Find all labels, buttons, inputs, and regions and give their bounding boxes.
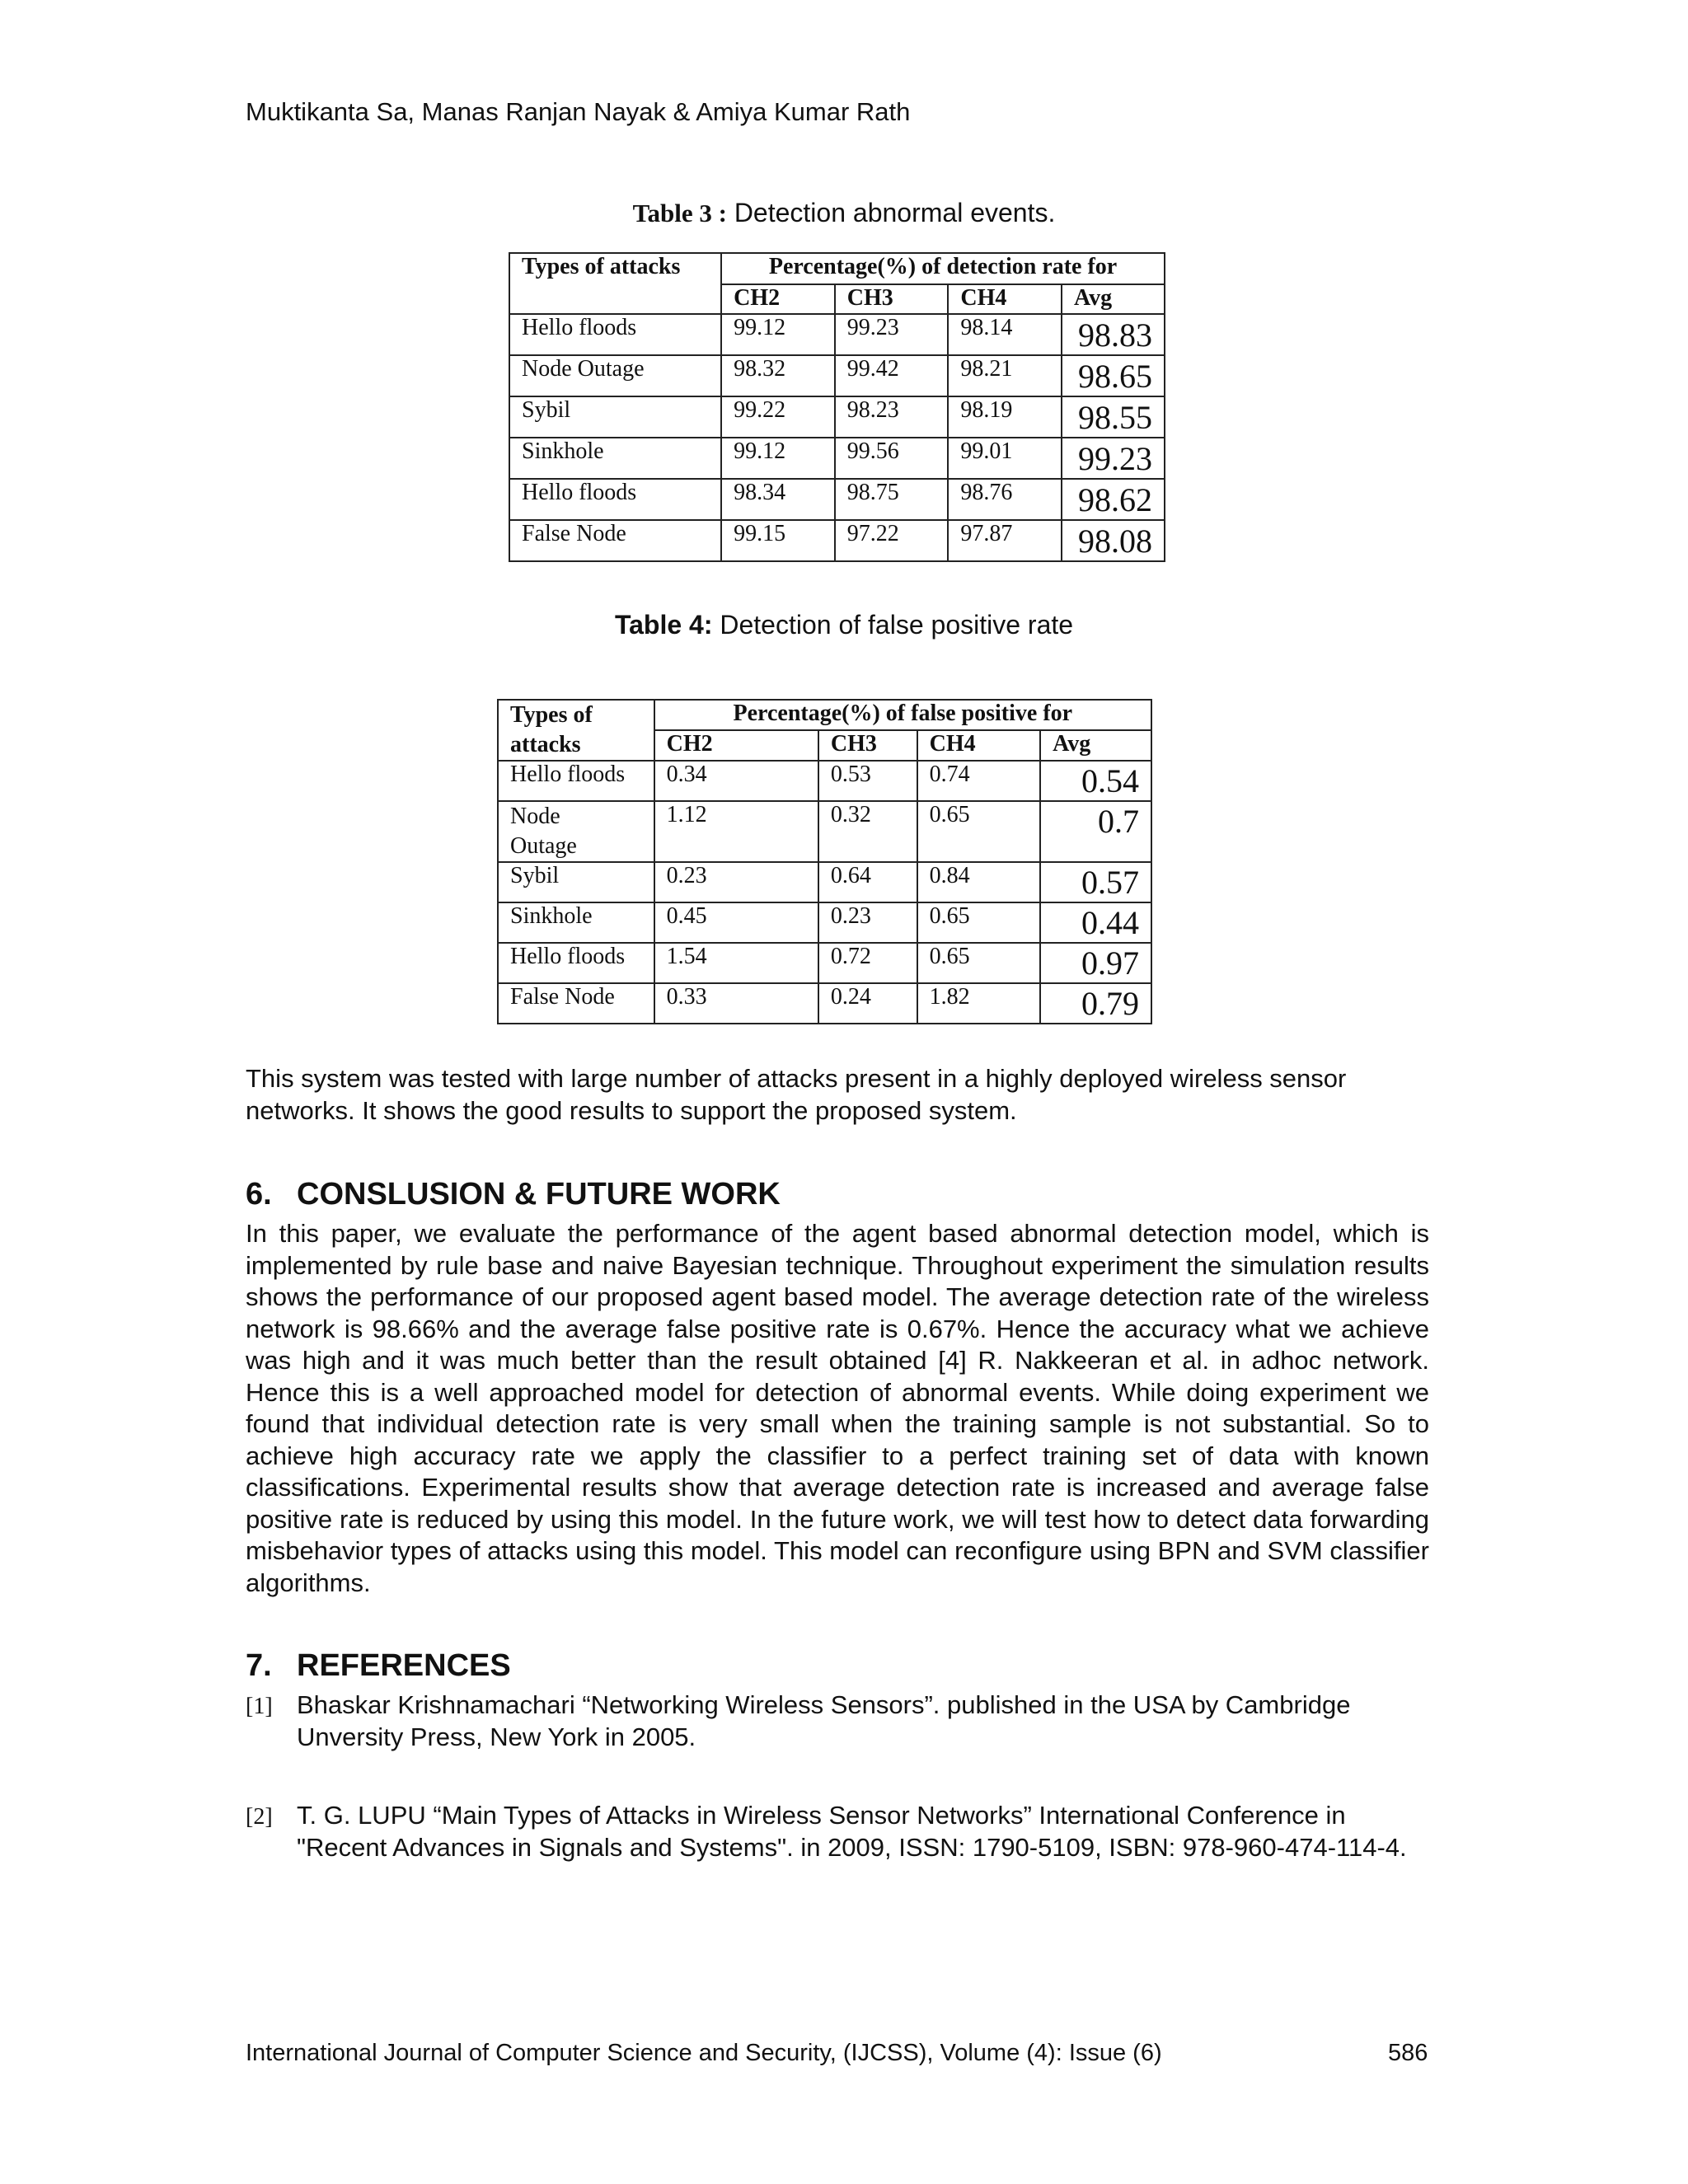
table3-cell-ch2: 99.22 [721, 396, 835, 438]
table4-cell-type: Sybil [498, 862, 654, 902]
table3-cell-ch3: 98.75 [835, 479, 949, 520]
table4-cell-type: Sinkhole [498, 902, 654, 943]
table3-cell-ch4: 98.76 [948, 479, 1062, 520]
table-row [509, 520, 1165, 561]
table-row [509, 438, 1165, 479]
section7-title: REFERENCES [297, 1648, 511, 1683]
table4-header-row [498, 700, 1151, 730]
table3-cell-avg: 98.62 [1062, 479, 1165, 520]
table4-cell-ch4: 0.65 [917, 902, 1041, 943]
table4-col-avg: Avg [1040, 730, 1151, 761]
table4-cell-ch2: 1.54 [654, 943, 818, 983]
table3-cell-ch3: 98.23 [835, 396, 949, 438]
table-row [509, 396, 1165, 438]
footer-journal: International Journal of Computer Science and Security, (IJCSS), Volume (4): Issue (6) [246, 2040, 1162, 2066]
table3-col-type: Types of attacks [509, 253, 721, 314]
table4-cell-ch3: 0.64 [818, 862, 917, 902]
table4-group-header: Percentage(%) of false positive for [654, 700, 1151, 730]
section6-number: 6. [246, 1177, 272, 1212]
table4-cell-ch2: 1.12 [654, 801, 818, 862]
table4-cell-type: False Node [498, 983, 654, 1024]
table3-cell-type: Sinkhole [509, 438, 721, 479]
table4-cell-ch3: 0.53 [818, 761, 917, 801]
table4-col-type [498, 700, 654, 761]
table-row [509, 479, 1165, 520]
table3-cell-avg: 98.65 [1062, 355, 1165, 396]
table3-cell-ch2: 98.34 [721, 479, 835, 520]
table3-cell-type: Hello floods [509, 314, 721, 355]
table-row [498, 862, 1151, 902]
reference-item [246, 1690, 1429, 1753]
table4-cell-avg: 0.57 [1040, 862, 1151, 902]
table4-cell-ch3: 0.24 [818, 983, 917, 1024]
table3-cell-ch4: 98.19 [948, 396, 1062, 438]
table3-cell-avg: 99.23 [1062, 438, 1165, 479]
section7-number: 7. [246, 1648, 272, 1683]
table4-cell-ch3: 0.72 [818, 943, 917, 983]
table3-caption-text: Detection abnormal events. [734, 198, 1056, 227]
reference-text: Bhaskar Krishnamachari “Networking Wireless Sensors”. published in the USA by Cambridge Unversity Press, New York in 2005. [297, 1690, 1351, 1751]
table3-cell-ch4: 98.14 [948, 314, 1062, 355]
table4-cell-ch4: 1.82 [917, 983, 1041, 1024]
table3-cell-ch4: 99.01 [948, 438, 1062, 479]
table3-cell-ch3: 99.23 [835, 314, 949, 355]
summary-paragraph: This system was tested with large number of attacks present in a highly deployed wireless sensor networks. It shows the good results to support the proposed system. [246, 1064, 1347, 1125]
table3-col-ch4: CH4 [948, 284, 1062, 314]
footer-page-number: 586 [1388, 2040, 1428, 2066]
section6-title: CONSLUSION & FUTURE WORK [297, 1177, 781, 1212]
table4-caption [0, 610, 1688, 640]
section6-paragraph: In this paper, we evaluate the performance of the agent based abnormal detection model, which is implemented by rule base and naive Bayesian technique. Throughout experiment the simulation results shows the performance of our proposed agent based model. The average detection rate of the wireless network is 98.66% and the average false positive rate is 0.67%. Hence the accuracy what we achieve was high and it was much better than the result obtained [4] R. Nakkeeran et al. in adhoc network. Hence this is a well approached model for detection of abnormal events. While doing experiment we found that individual detection rate is very small when the training sample is not substantial. So to achieve high accuracy rate we apply the classifier to a perfect training set of data with known classifications. Experimental results show that average detection rate is increased and average false positive rate is reduced by using this model. In the future work, we will test how to detect data forwarding misbehavior types of attacks using this model. This model can reconfigure using BPN and SVM classifier algorithms. [246, 1219, 1429, 1597]
table4-cell-avg: 0.54 [1040, 761, 1151, 801]
table4-cell-ch3: 0.32 [818, 801, 917, 862]
table4-cell-type: Hello floods [498, 943, 654, 983]
table4-cell-ch2: 0.23 [654, 862, 818, 902]
table3-cell-ch4: 98.21 [948, 355, 1062, 396]
table3-group-header: Percentage(%) of detection rate for [721, 253, 1165, 284]
table4-cell-ch2: 0.33 [654, 983, 818, 1024]
table4-cell-avg: 0.79 [1040, 983, 1151, 1024]
table4-cell-ch4: 0.65 [917, 943, 1041, 983]
table4-col-type-line2: attacks [510, 732, 581, 757]
table4-false-positive [497, 699, 1152, 1024]
table3-cell-ch2: 99.15 [721, 520, 835, 561]
table3-caption-label: Table 3 : [632, 199, 727, 227]
table4-cell-avg: 0.7 [1040, 801, 1151, 862]
table3-cell-type: False Node [509, 520, 721, 561]
reference-item [246, 1800, 1429, 1863]
reference-number: [1] [246, 1694, 273, 1719]
table3-col-ch3: CH3 [835, 284, 949, 314]
table4-cell-ch3: 0.23 [818, 902, 917, 943]
table3-cell-type: Hello floods [509, 479, 721, 520]
table4-cell-ch2: 0.34 [654, 761, 818, 801]
table3-cell-ch4: 97.87 [948, 520, 1062, 561]
table3-cell-type: Sybil [509, 396, 721, 438]
table3-caption [0, 198, 1688, 228]
table3-cell-ch3: 99.56 [835, 438, 949, 479]
table-row [498, 983, 1151, 1024]
table3-cell-ch2: 99.12 [721, 438, 835, 479]
table4-col-ch4: CH4 [917, 730, 1041, 761]
table3-cell-avg: 98.83 [1062, 314, 1165, 355]
table-row [498, 801, 1151, 862]
table3-col-ch2: CH2 [721, 284, 835, 314]
table4-cell-avg: 0.44 [1040, 902, 1151, 943]
table3-cell-avg: 98.08 [1062, 520, 1165, 561]
running-header-authors: Muktikanta Sa, Manas Ranjan Nayak & Amiya Kumar Rath [246, 97, 911, 126]
table3-cell-type: Node Outage [509, 355, 721, 396]
table3-detection-rate [509, 252, 1165, 562]
table3-cell-ch3: 97.22 [835, 520, 949, 561]
table-row [509, 314, 1165, 355]
reference-number: [2] [246, 1804, 273, 1830]
table4-col-ch3: CH3 [818, 730, 917, 761]
table4-cell-ch4: 0.65 [917, 801, 1041, 862]
table-row [509, 355, 1165, 396]
table3-cell-ch2: 99.12 [721, 314, 835, 355]
table-row [498, 761, 1151, 801]
table4-cell-avg: 0.97 [1040, 943, 1151, 983]
table-row [498, 902, 1151, 943]
table4-caption-label: Table 4: [614, 610, 713, 640]
table3-cell-ch2: 98.32 [721, 355, 835, 396]
table3-cell-ch3: 99.42 [835, 355, 949, 396]
table4-cell-ch4: 0.84 [917, 862, 1041, 902]
table3-header-row [509, 253, 1165, 284]
section7-heading [246, 1648, 511, 1684]
reference-text: T. G. LUPU “Main Types of Attacks in Wireless Sensor Networks” International Conference in "Recent Advances in Signals and Systems". in 2009, ISSN: 1790-5109, ISBN: 978-960-474-114-4. [297, 1801, 1407, 1862]
table4-cell-type: Hello floods [498, 761, 654, 801]
table-row [498, 943, 1151, 983]
section6-heading [246, 1177, 781, 1212]
table4-col-ch2: CH2 [654, 730, 818, 761]
table4-cell-ch2: 0.45 [654, 902, 818, 943]
table3-cell-avg: 98.55 [1062, 396, 1165, 438]
table4-caption-text: Detection of false positive rate [720, 610, 1074, 640]
table4-col-type-line1: Types of [510, 702, 593, 728]
table4-cell-ch4: 0.74 [917, 761, 1041, 801]
table4-cell-type [498, 801, 654, 862]
table4-cell-type-text: Node Outage [510, 804, 577, 859]
table3-col-avg: Avg [1062, 284, 1165, 314]
